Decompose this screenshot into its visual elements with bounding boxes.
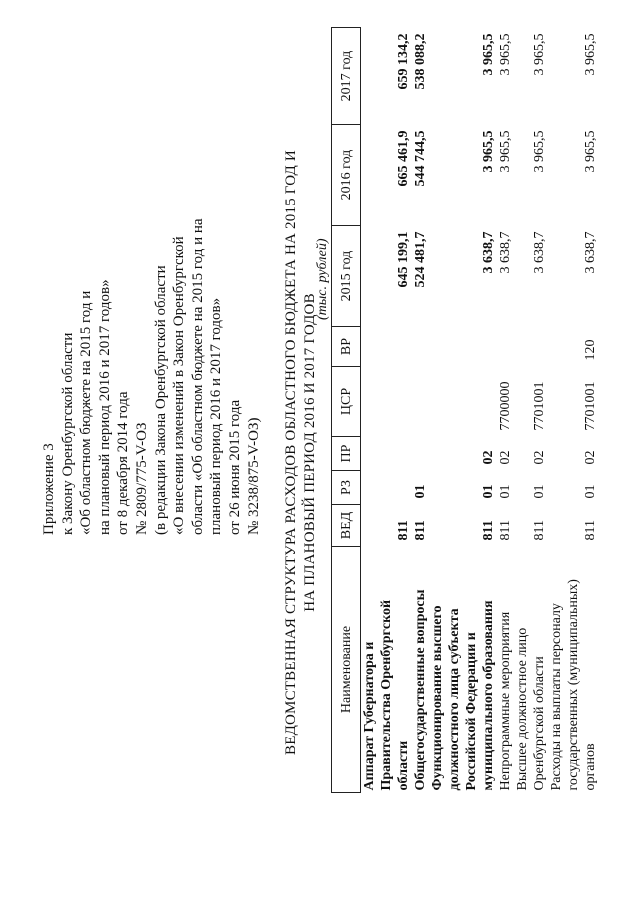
row-pr: 02 bbox=[583, 450, 598, 465]
col-header-rz: РЗ bbox=[332, 471, 361, 505]
row-name: Общегосударственные вопросы bbox=[413, 589, 428, 791]
row-2015: 3 638,7 bbox=[481, 231, 496, 274]
row-ved: 811 bbox=[498, 520, 513, 541]
appendix-line: № 2809/775-V-ОЗ bbox=[133, 422, 150, 535]
row-pr: 02 bbox=[532, 450, 547, 465]
row-name: Аппарат Губернатора и Правительства Оренбургской области bbox=[362, 599, 411, 791]
row-2017: 538 088,2 bbox=[413, 33, 428, 90]
row-2016: 3 965,5 bbox=[532, 130, 547, 173]
row-2015: 3 638,7 bbox=[498, 231, 513, 274]
row-pr: 02 bbox=[481, 450, 496, 465]
row-2015: 645 199,1 bbox=[396, 231, 411, 288]
row-2016: 3 965,5 bbox=[481, 130, 496, 173]
appendix-line: на плановый период 2016 и 2017 годов» bbox=[96, 279, 113, 535]
row-rz: 01 bbox=[498, 484, 513, 499]
table-header-row bbox=[332, 28, 361, 793]
row-csr: 7701001 bbox=[532, 381, 547, 431]
row-2017: 3 965,5 bbox=[532, 33, 547, 76]
col-header-ved: ВЕД bbox=[332, 505, 361, 547]
col-header-2016: 2016 год bbox=[332, 125, 361, 226]
col-header-pr: ПР bbox=[332, 437, 361, 471]
row-2015: 524 481,7 bbox=[413, 231, 428, 288]
row-2016: 544 744,5 bbox=[413, 130, 428, 187]
row-pr bbox=[361, 437, 413, 471]
appendix-header bbox=[40, 218, 263, 535]
appendix-line: Приложение 3 bbox=[41, 443, 57, 535]
row-2017: 659 134,2 bbox=[396, 33, 411, 90]
row-ved: 811 bbox=[413, 520, 428, 541]
col-header-name: Наименование bbox=[332, 547, 361, 793]
row-vr bbox=[429, 327, 497, 367]
col-header-csr: ЦСР bbox=[332, 367, 361, 437]
row-vr: 120 bbox=[583, 339, 598, 361]
col-header-2017: 2017 год bbox=[332, 28, 361, 125]
appendix-line: от 26 июня 2015 года bbox=[226, 399, 243, 535]
row-pr: 02 bbox=[498, 450, 513, 465]
table-row bbox=[429, 28, 497, 793]
row-2016: 3 965,5 bbox=[583, 130, 598, 173]
row-csr: 7700000 bbox=[498, 381, 513, 431]
row-rz: 01 bbox=[481, 484, 496, 499]
table-row bbox=[412, 28, 429, 793]
row-vr bbox=[361, 327, 413, 367]
appendix-line: от 8 декабря 2014 года bbox=[115, 391, 132, 535]
row-vr bbox=[497, 327, 514, 367]
row-csr bbox=[361, 367, 413, 437]
appendix-line: области «Об областном бюджете на 2015 год и на bbox=[189, 218, 206, 535]
appendix-line: № 3238/875-V-ОЗ) bbox=[245, 417, 262, 535]
row-rz: 01 bbox=[413, 484, 428, 499]
row-csr: 7701001 bbox=[583, 381, 598, 431]
row-pr bbox=[412, 437, 429, 471]
table-row bbox=[497, 28, 514, 793]
row-rz bbox=[361, 471, 413, 505]
row-2017: 3 965,5 bbox=[481, 33, 496, 76]
appendix-line: «Об областном бюджете на 2015 год и bbox=[78, 290, 95, 535]
table-row bbox=[514, 28, 548, 793]
row-2015: 3 638,7 bbox=[532, 231, 547, 274]
table-row bbox=[548, 28, 599, 793]
document-title bbox=[282, 0, 320, 905]
appendix-line: (в редакции Закона Оренбургской области bbox=[152, 265, 169, 535]
appendix-line: плановый период 2016 и 2017 годов» bbox=[208, 297, 225, 535]
row-rz: 01 bbox=[532, 484, 547, 499]
title-line-2: НА ПЛАНОВЫЙ ПЕРИОД 2016 И 2017 ГОДОВ bbox=[302, 293, 318, 612]
units-note: (тыс. рублей) bbox=[315, 238, 330, 320]
col-header-vr: ВР bbox=[332, 327, 361, 367]
row-vr bbox=[514, 327, 548, 367]
row-ved: 811 bbox=[481, 520, 496, 541]
row-csr bbox=[412, 367, 429, 437]
table-row bbox=[361, 28, 413, 793]
row-2017: 3 965,5 bbox=[583, 33, 598, 76]
row-vr bbox=[412, 327, 429, 367]
title-line-1: ВЕДОМСТВЕННАЯ СТРУКТУРА РАСХОДОВ ОБЛАСТНОГО БЮДЖЕТА НА 2015 ГОД И bbox=[283, 150, 299, 755]
row-csr bbox=[429, 367, 497, 437]
appendix-line: к Закону Оренбургской области bbox=[59, 332, 76, 535]
row-ved: 811 bbox=[532, 520, 547, 541]
row-2016: 665 461,9 bbox=[396, 130, 411, 187]
row-name: Высшее должностное лицо Оренбургской области bbox=[515, 627, 547, 791]
row-rz: 01 bbox=[583, 484, 598, 499]
row-name: Расходы на выплаты персоналу государственных (муниципальных) органов bbox=[549, 579, 598, 791]
row-name: Непрограммные мероприятия bbox=[498, 611, 513, 791]
row-ved: 811 bbox=[583, 520, 598, 541]
row-2017: 3 965,5 bbox=[498, 33, 513, 76]
row-2016: 3 965,5 bbox=[498, 130, 513, 173]
row-ved: 811 bbox=[396, 520, 411, 541]
col-header-2015: 2015 год bbox=[332, 226, 361, 327]
budget-table bbox=[331, 27, 599, 793]
row-2015: 3 638,7 bbox=[583, 231, 598, 274]
row-name: Функционирование высшего должностного лица субъекта Российской Федерации и муниципального образования bbox=[430, 600, 496, 791]
appendix-line: «О внесении изменений в Закон Оренбургской bbox=[171, 236, 188, 535]
